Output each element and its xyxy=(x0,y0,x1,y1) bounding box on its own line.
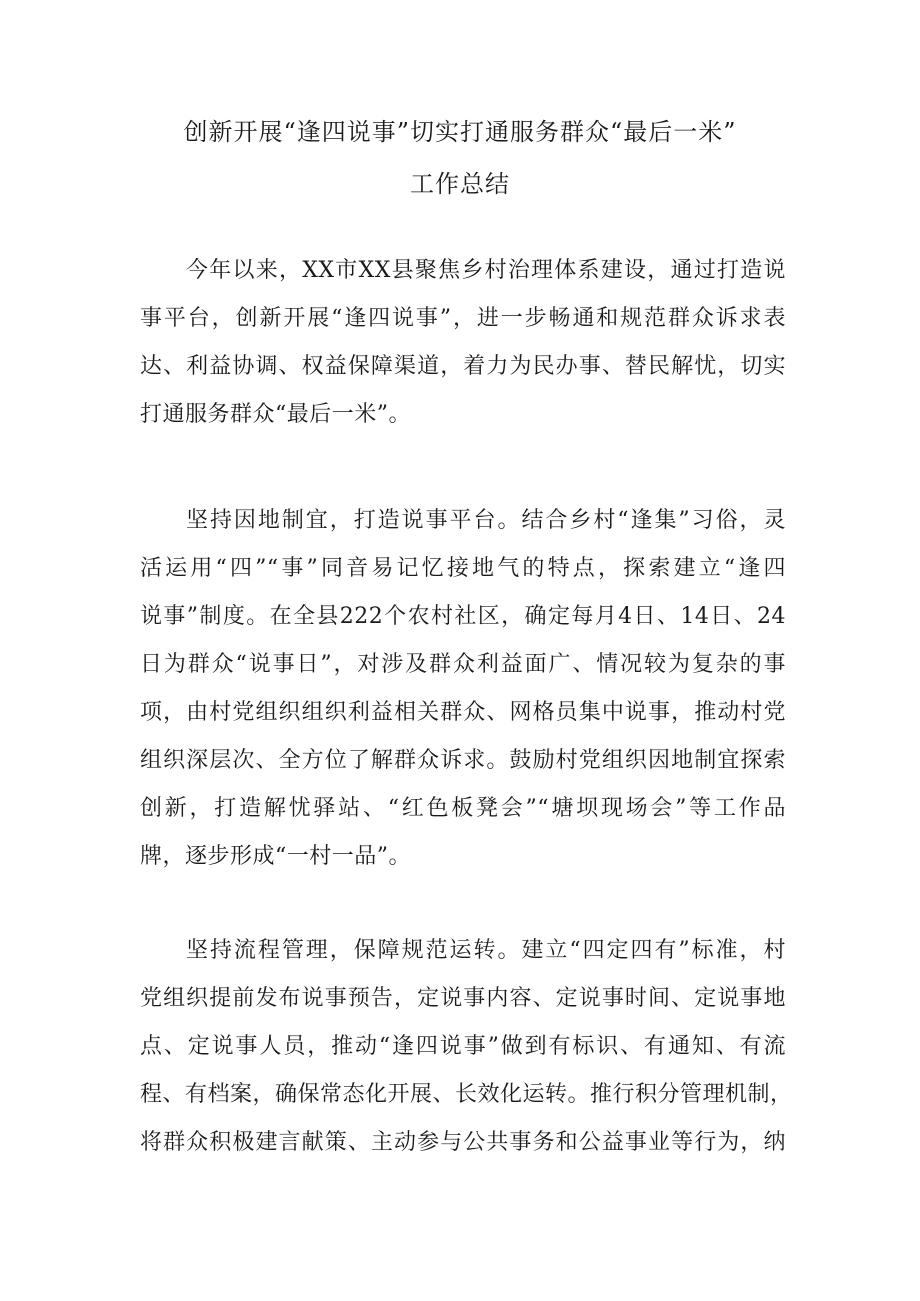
paragraph-line: 创新，打造解忧驿站、“红色板凳会”“塘坝现场会”等工作品 xyxy=(140,796,786,821)
paragraph-1 xyxy=(140,247,786,439)
paragraph-line: 事平台，创新开展“逢四说事”，进一步畅通和规范群众诉求表 xyxy=(140,306,786,331)
paragraph-line: 党组织提前发布说事预告，定说事内容、定说事时间、定说事地 xyxy=(140,986,786,1011)
paragraph-line: 日为群众“说事日”，对涉及群众利益面广、情况较为复杂的事 xyxy=(140,652,786,677)
document-title-line-1: 创新开展“逢四说事”切实打通服务群众“最后一米” xyxy=(183,118,737,146)
paragraph-line: 活运用“四”“事”同音易记忆接地气的特点，探索建立“逢四 xyxy=(140,556,786,581)
paragraph-line: 程、有档案，确保常态化开展、长效化运转。推行积分管理机制， xyxy=(140,1082,793,1107)
paragraph-line: 达、利益协调、权益保障渠道，着力为民办事、替民解忧，切实 xyxy=(140,354,786,379)
paragraph-line: 项，由村党组织组织利益相关群众、网格员集中说事，推动村党 xyxy=(140,700,786,725)
paragraph-line: 坚持因地制宜，打造说事平台。结合乡村“逢集”习俗，灵 xyxy=(186,508,786,533)
paragraph-2 xyxy=(140,497,786,881)
paragraph-line: 坚持流程管理，保障规范运转。建立“四定四有”标准，村 xyxy=(186,938,786,963)
paragraph-3 xyxy=(140,927,793,1167)
paragraph-line: 打通服务群众“最后一米”。 xyxy=(140,402,411,427)
paragraph-line: 将群众积极建言献策、主动参与公共事务和公益事业等行为，纳 xyxy=(140,1130,786,1155)
paragraph-line: 组织深层次、全方位了解群众诉求。鼓励村党组织因地制宜探索 xyxy=(140,748,786,773)
document-title-line-2: 工作总结 xyxy=(410,170,510,198)
paragraph-line: 说事”制度。在全县222个农村社区，确定每月4日、14日、24 xyxy=(140,604,786,629)
paragraph-line: 今年以来，XX市XX县聚焦乡村治理体系建设，通过打造说 xyxy=(186,258,786,283)
paragraph-line: 牌，逐步形成“一村一品”。 xyxy=(140,844,411,869)
paragraph-line: 点、定说事人员，推动“逢四说事”做到有标识、有通知、有流 xyxy=(140,1034,786,1059)
